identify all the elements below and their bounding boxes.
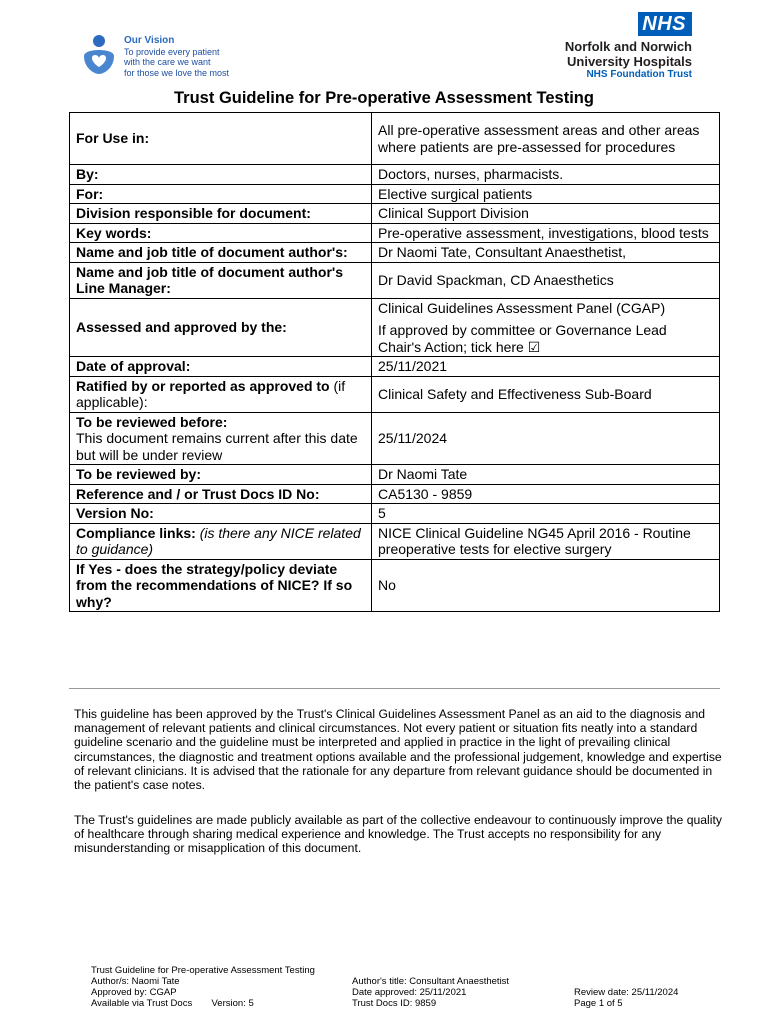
review-before-value: 25/11/2024 bbox=[372, 412, 720, 465]
line-manager-label: Name and job title of document author's Line Manager: bbox=[70, 262, 372, 298]
our-vision-block bbox=[80, 34, 240, 80]
footer-author-title: Author's title: Consultant Anaesthetist bbox=[352, 976, 510, 987]
ratified-label-text: Ratified by or reported as approved to bbox=[76, 377, 330, 394]
for-label: For: bbox=[70, 184, 372, 204]
footer-page-number: Page 1 of 5 bbox=[574, 998, 623, 1009]
table-row bbox=[70, 412, 720, 465]
footer-availability bbox=[91, 998, 315, 1009]
ratified-value: Clinical Safety and Effectiveness Sub-Board bbox=[372, 376, 720, 412]
our-vision-logo-icon bbox=[80, 34, 118, 76]
divider bbox=[69, 688, 720, 689]
footer-version: Version: 5 bbox=[211, 998, 254, 1009]
table-row bbox=[70, 376, 720, 412]
ratified-label bbox=[70, 376, 372, 412]
nhs-trust-logo bbox=[565, 12, 692, 81]
table-row bbox=[70, 184, 720, 204]
approved-by-panel: Clinical Guidelines Assessment Panel (CGAP) bbox=[378, 299, 666, 316]
table-row bbox=[70, 357, 720, 377]
compliance-label-text: Compliance links: bbox=[76, 524, 196, 541]
version-label: Version No: bbox=[70, 504, 372, 524]
our-vision-text bbox=[124, 36, 229, 78]
for-use-in-label: For Use in: bbox=[70, 113, 372, 165]
footer-review-date: Review date: 25/11/2024 bbox=[574, 987, 679, 998]
deviate-value: No bbox=[372, 559, 720, 612]
disclaimer-paragraph-2: The Trust's guidelines are made publicly available as part of the collective endeavour to continuously improve the quality of healthcare through sharing medical experience and knowledge. The Trust accepts no responsibility for any misunderstanding or misapplication of this document. bbox=[74, 813, 722, 856]
footer-right bbox=[574, 976, 678, 1009]
review-before-title: To be reviewed before: bbox=[76, 413, 228, 430]
compliance-value: NICE Clinical Guideline NG45 April 2016 - Routine preoperative tests for elective surgery bbox=[372, 523, 720, 559]
table-row bbox=[70, 523, 720, 559]
table-row bbox=[70, 223, 720, 243]
division-value: Clinical Support Division bbox=[372, 204, 720, 224]
reviewer-value: Dr Naomi Tate bbox=[372, 465, 720, 485]
org-name-line1: Norfolk and Norwich bbox=[564, 39, 692, 54]
footer-left bbox=[91, 965, 315, 1009]
footer-title: Trust Guideline for Pre-operative Assessment Testing bbox=[91, 965, 315, 976]
line-manager-value: Dr David Spackman, CD Anaesthetics bbox=[372, 262, 720, 298]
approved-by-value bbox=[372, 298, 720, 357]
table-row bbox=[70, 559, 720, 612]
review-before-note: This document remains current after this date but will be under review bbox=[76, 430, 358, 463]
footer-docs-id: Trust Docs ID: 9859 bbox=[352, 998, 437, 1009]
vision-line: with the care we want bbox=[124, 57, 211, 67]
approved-by-chair-action: If approved by committee or Governance Lead Chair's Action; tick here ☑ bbox=[378, 322, 667, 355]
table-row bbox=[70, 165, 720, 185]
table-row bbox=[70, 262, 720, 298]
vision-line: To provide every patient bbox=[124, 46, 220, 57]
reference-label: Reference and / or Trust Docs ID No: bbox=[70, 484, 372, 504]
table-row bbox=[70, 204, 720, 224]
table-row bbox=[70, 243, 720, 263]
footer-authors: Author/s: Naomi Tate bbox=[91, 976, 180, 987]
keywords-value: Pre-operative assessment, investigations, blood tests bbox=[372, 223, 720, 243]
reviewer-label: To be reviewed by: bbox=[70, 465, 372, 485]
vision-line: for those we love the most bbox=[124, 67, 230, 78]
document-title: Trust Guideline for Pre-operative Assessment Testing bbox=[174, 89, 594, 107]
footer-available: Available via Trust Docs bbox=[91, 998, 193, 1009]
for-value: Elective surgical patients bbox=[372, 184, 720, 204]
by-value: Doctors, nurses, pharmacists. bbox=[372, 165, 720, 185]
footer-approved-by: Approved by: CGAP bbox=[91, 987, 177, 998]
review-before-label bbox=[70, 412, 372, 465]
table-row bbox=[70, 504, 720, 524]
table-row bbox=[70, 298, 720, 357]
date-of-approval-value: 25/11/2021 bbox=[372, 357, 720, 377]
compliance-note: (is there any NICE related to guidance) bbox=[76, 524, 361, 557]
table-row bbox=[70, 484, 720, 504]
disclaimer-paragraph-1: This guideline has been approved by the Trust's Clinical Guidelines Assessment Panel as an aid to the diagnosis and management of relevant patients and clinical circumstances. Not every patient or situation fits neatly into a standard guideline scenario and the guideline must be interpreted and applied in practice in the light of prevailing clinical circumstances, the diagnostic and treatment options available and the professional judgement, knowledge and expertise of relevant clinicians. It is advised that the rationale for any departure from relevant guidance should be documented in the patient's case notes. bbox=[74, 707, 722, 793]
nhs-badge: NHS bbox=[638, 12, 692, 36]
author-label: Name and job title of document author's: bbox=[70, 243, 372, 263]
reference-value: CA5130 - 9859 bbox=[372, 484, 720, 504]
our-vision-title: Our Vision bbox=[124, 35, 175, 46]
deviate-label: If Yes - does the strategy/policy deviate from the recommendations of NICE? If so why? bbox=[70, 559, 372, 612]
org-name-line3: NHS Foundation Trust bbox=[586, 69, 692, 80]
division-label: Division responsible for document: bbox=[70, 204, 372, 224]
keywords-label: Key words: bbox=[70, 223, 372, 243]
ratified-label-suffix: (if applicable): bbox=[76, 377, 346, 410]
footer-middle bbox=[352, 976, 509, 1009]
date-of-approval-label: Date of approval: bbox=[70, 357, 372, 377]
footer-date-approved: Date approved: 25/11/2021 bbox=[352, 987, 467, 998]
table-row bbox=[70, 465, 720, 485]
compliance-label bbox=[70, 523, 372, 559]
table-row bbox=[70, 113, 720, 165]
for-use-in-value: All pre-operative assessment areas and other areas where patients are pre-assessed for procedures bbox=[372, 113, 720, 165]
document-info-table bbox=[69, 112, 720, 612]
by-label: By: bbox=[70, 165, 372, 185]
approved-by-label: Assessed and approved by the: bbox=[70, 298, 372, 357]
version-value: 5 bbox=[372, 504, 720, 524]
author-value: Dr Naomi Tate, Consultant Anaesthetist, bbox=[372, 243, 720, 263]
org-name-line2: University Hospitals bbox=[567, 54, 692, 69]
